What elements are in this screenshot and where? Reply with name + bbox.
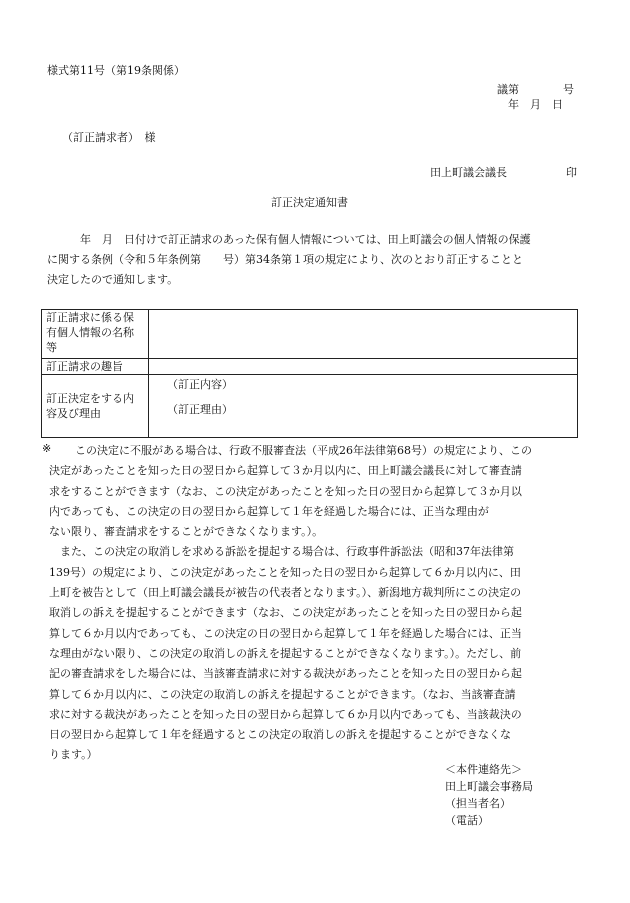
notice-line: 算して６か月以内であっても、この決定の日の翌日から起算して１年を経過した場合には、正当 <box>49 626 522 640</box>
correction-content-label: （訂正内容） <box>167 378 233 391</box>
notice-line: 求に対する裁決があったことを知った日の翌日から起算して６か月以内であっても、当該裁決の <box>49 707 522 721</box>
document-number: 議第 号 <box>497 83 574 96</box>
row-label-personal-info <box>42 310 149 359</box>
notice-line: 算して６か月以内に、この決定の取消しの訴えを提起することができます。（なお、当該審査請 <box>49 687 516 701</box>
contact-heading: ＜本件連絡先＞ <box>445 763 522 776</box>
intro-paragraph <box>47 230 581 290</box>
contact-phone: （電話） <box>445 814 489 827</box>
label-line: 等 <box>46 341 57 354</box>
correction-table <box>41 309 578 438</box>
notice-line: 上町を被告として（田上町議会議長が被告の代表者となります。）、新潟地方裁判所にこの決定の <box>49 586 522 600</box>
contact-person: （担当者名） <box>445 797 511 810</box>
row-label-decision <box>42 375 149 438</box>
document-title: 訂正決定通知書 <box>271 196 348 209</box>
notice-mark: ※ <box>42 442 52 455</box>
label-line: 容及び理由 <box>46 407 101 420</box>
correction-reason-label: （訂正理由） <box>167 403 233 416</box>
label-line: 訂正請求に係る保 <box>46 311 134 324</box>
notice-line: ります。） <box>49 748 98 762</box>
intro-line: に関する条例（令和５年条例第 号）第34条第１項の規定により、次のとおり訂正することと <box>47 253 523 266</box>
label-line: 有個人情報の名称 <box>46 326 134 339</box>
notice-line: 日の翌日から起算して１年を経過するとこの決定の取消しの訴えを提起することができなくな <box>49 728 511 742</box>
seal-mark: 印 <box>566 166 577 179</box>
contact-block <box>445 761 533 829</box>
value-personal-info[interactable] <box>149 310 578 359</box>
contact-office: 田上町議会事務局 <box>445 780 533 793</box>
notice-line: 決定があったことを知った日の翌日から起算して３か月以内に、田上町議会議長に対して審査請 <box>49 464 522 478</box>
notice-paragraph <box>49 441 589 766</box>
notice-line: 取消しの訴えを提起することができます（なお、この決定があったことを知った日の翌日から起 <box>49 606 522 620</box>
notice-line: ない限り、審査請求をすることができなくなります。）。 <box>49 525 324 539</box>
form-number: 様式第11号（第19条関係） <box>47 64 185 77</box>
notice-line: 139号）の規定により、この決定があったことを知った日の翌日から起算して６か月以内に、田 <box>49 565 521 579</box>
intro-line: 年 月 日付けで訂正請求のあった保有個人情報については、田上町議会の個人情報の保護 <box>47 233 531 246</box>
intro-line: 決定したので通知します。 <box>47 273 179 286</box>
notice-line: 記の審査請求をした場合には、当該審査請求に対する裁決があったことを知った日の翌日から起 <box>49 667 522 681</box>
notice-line: 内であっても、この決定の日の翌日から起算して１年を経過した場合には、正当な理由が <box>49 504 489 518</box>
notice-line: な理由がない限り、この決定の取消しの訴えを提起することができなくなります。）。ただし、前 <box>49 646 522 660</box>
label-line: 訂正決定をする内 <box>46 392 134 405</box>
value-decision[interactable] <box>149 375 578 438</box>
table-row <box>42 375 578 438</box>
recipient-line: （訂正請求者） 様 <box>62 131 156 144</box>
notice-line: この決定に不服がある場合は、行政不服審査法（平成26年法律第68号）の規定により、この <box>75 444 532 457</box>
issuer-name: 田上町議会議長 <box>430 166 507 179</box>
notice-line: また、この決定の取消しを求める訴訟を提起する場合は、行政事件訴訟法（昭和37年法律第 <box>49 545 514 559</box>
value-request-purpose[interactable] <box>149 359 578 375</box>
row-label-request-purpose: 訂正請求の趣旨 <box>42 359 149 375</box>
table-row <box>42 310 578 359</box>
issue-date: 年 月 日 <box>508 98 563 111</box>
notice-line: 求をすることができます（なお、この決定があったことを知った日の翌日から起算して３か月以 <box>49 484 522 498</box>
table-row <box>42 359 578 375</box>
